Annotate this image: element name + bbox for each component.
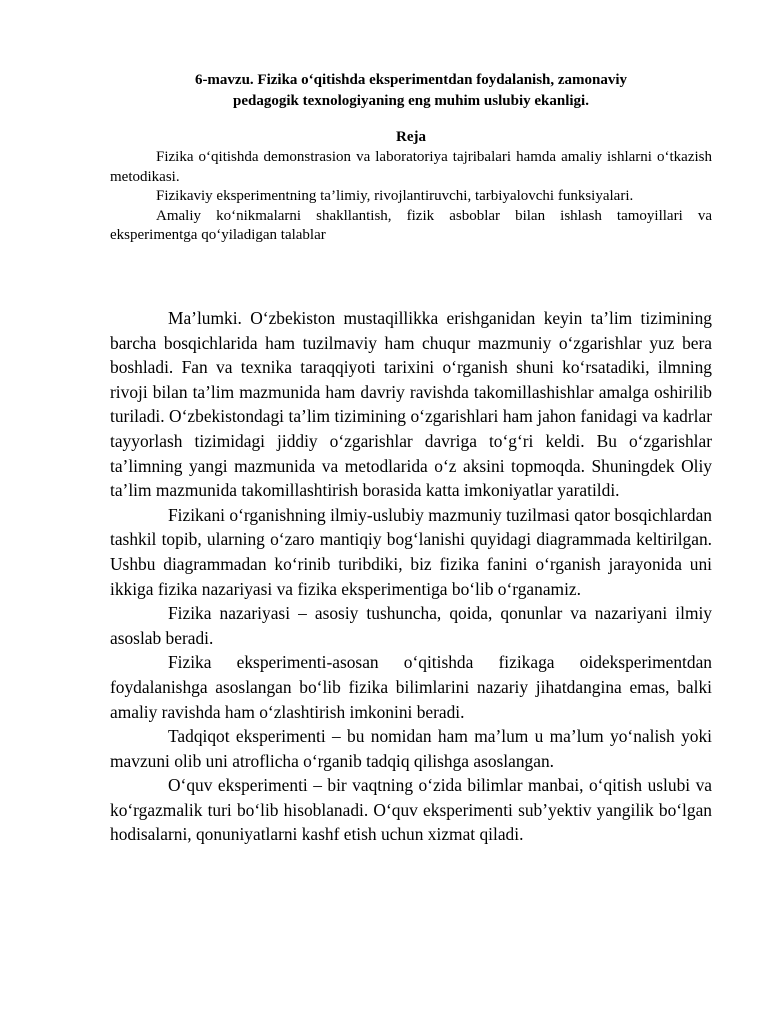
plan-item: Fizika o‘qitishda demonstrasion va laboratoriya tajribalari hamda amaliy ishlarni o‘tkazish metodikasi. xyxy=(110,149,712,185)
plan-list xyxy=(110,148,712,246)
plan-heading: Reja xyxy=(396,129,426,145)
title-line-1: 6-mavzu. Fizika o‘qitishda eksperimentdan foydalanish, zamonaviy xyxy=(194,72,628,88)
body-text xyxy=(110,306,712,847)
plan-item: Fizikaviy eksperimentning ta’limiy, rivojlantiruvchi, tarbiyalovchi funksiyalari. xyxy=(156,188,634,204)
paragraph: Fizika eksperimenti-asosan o‘qitishda fizikaga oideksperimentdan foydalanishga asoslangan bo‘lib fizika bilimlarini nazariy jihatdangina emas, balki amaliy ravishda ham o‘zlashtirish imkonini beradi. xyxy=(110,652,712,722)
plan-item: Amaliy ko‘nikmalarni shakllantish, fizik asboblar bilan ishlash tamoyillari va eksperimentga qo‘yiladigan talablar xyxy=(110,207,712,243)
document-title xyxy=(110,70,712,112)
title-line-2: pedagogik texnologiyaning eng muhim uslubiy ekanligi. xyxy=(233,93,589,109)
paragraph: Ma’lumki. O‘zbekiston mustaqillikka erishganidan keyin ta’lim tizimining barcha bosqichlarida ham tuzilmaviy ham chuqur mazmuniy o‘zgarishlar yuz bera boshladi. Fan va texnika taraqqiyoti tarixini o‘rganish shuni ko‘rsatadiki, ilmning rivoji bilan ta’lim mazmunida ham davriy ravishda takomillashishlar amalga oshirilib turiladi. O‘zbekistondagi ta’lim tizimining o‘zgarishlari ham jahon fanidagi va kadrlar tayyorlash tizimidagi jiddiy o‘zgarishlar davriga to‘g‘ri keldi. Bu o‘zgarishlar ta’limning yangi mazmunida va metodlarida o‘z aksini topmoqda. Shuningdek Oliy ta’lim mazmunida takomillashtirish borasida katta imkoniyatlar yaratildi. xyxy=(110,308,712,501)
paragraph: Fizika nazariyasi – asosiy tushuncha, qoida, qonunlar va nazariyani ilmiy asoslab beradi. xyxy=(110,603,712,648)
paragraph: Fizikani o‘rganishning ilmiy-uslubiy mazmuniy tuzilmasi qator bosqichlardan tashkil topib, ularning o‘zaro mantiqiy bog‘lanishi quyidagi diagrammada keltirilgan. Ushbu diagrammadan ko‘rinib turibdiki, biz fizika fanini o‘rganish jarayonida uni ikkiga fizika nazariyasi va fizika eksperimentiga bo‘lib o‘rganamiz. xyxy=(110,504,712,599)
paragraph: Tadqiqot eksperimenti – bu nomidan ham ma’lum u ma’lum yo‘nalish yoki mavzuni olib uni atroflicha o‘rganib tadqiq qilishga asoslangan. xyxy=(110,726,712,771)
paragraph: O‘quv eksperimenti – bir vaqtning o‘zida bilimlar manbai, o‘qitish uslubi va ko‘rgazmalik turi bo‘lib hisoblanadi. O‘quv eksperimenti sub’yektiv yangilik bo‘lgan hodisalarni, qonuniyatlarni kashf etish uchun xizmat qiladi. xyxy=(110,775,712,845)
